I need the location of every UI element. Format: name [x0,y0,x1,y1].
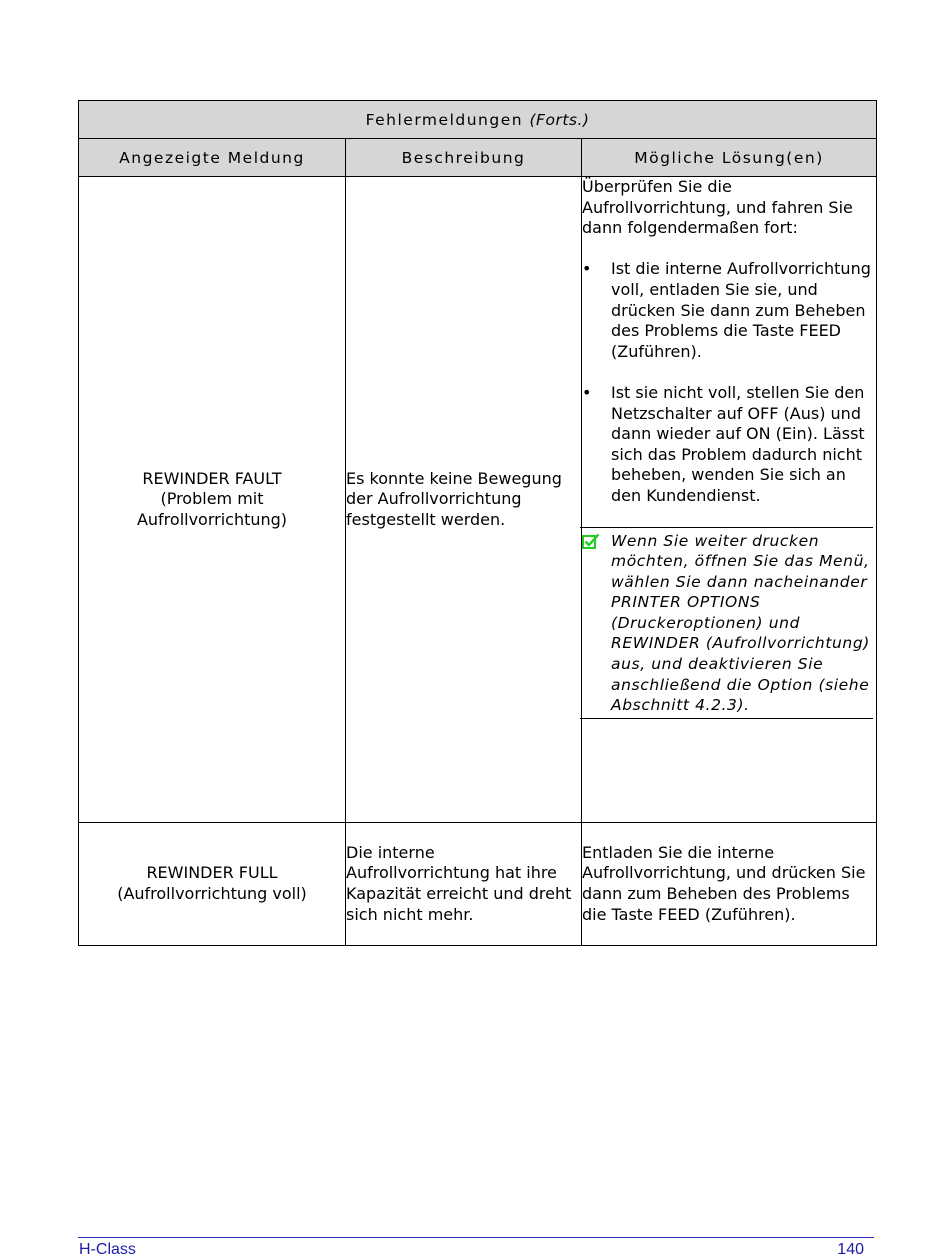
message-code: REWINDER FAULT [142,468,282,488]
table-title-text: Fehlermeldungen [365,110,524,129]
footer-product-name: H-Class [79,1241,136,1258]
footer-page-number: 140 [837,1241,864,1258]
column-header-message: Angezeigte Meldung [79,139,346,177]
description-cell: Die interne Aufrollvorrichtung hat ihre Kapazität erreicht und dreht sich nicht mehr. [346,823,582,946]
message-translation-line1: (Aufrollvorrichtung voll) [117,884,307,903]
table-row [79,177,877,823]
solution-cell: Entladen Sie die interne Aufrollvorrichtung, und drücken Sie dann zum Beheben des Problems die Taste FEED (Zuführen). [582,823,877,946]
solution-bullet-text: Ist sie nicht voll, stellen Sie den Netzschalter auf OFF (Aus) und dann wieder auf ON (Ein). Lässt sich das Problem dadurch nicht beheben, wenden Sie sich an den Kundendienst. [611,382,865,505]
table-row [79,823,877,946]
note-box [580,527,873,719]
error-messages-table [78,100,877,946]
column-header-solution: Mögliche Lösung(en) [582,139,877,177]
message-cell [79,823,346,946]
solution-bullet [582,259,876,362]
message-translation-line1: (Problem mit [160,489,264,509]
solution-cell [582,177,877,823]
solution-intro: Überprüfen Sie die Aufrollvorrichtung, und fahren Sie dann folgendermaßen fort: [582,177,853,238]
message-translation-line2: Aufrollvorrichtung) [136,509,288,529]
table-title [79,101,877,139]
bullet-dot-icon: • [582,382,592,402]
bullet-dot-icon: • [582,259,592,279]
description-cell: Es konnte keine Bewegung der Aufrollvorrichtung festgestellt werden. [346,177,582,823]
message-code: REWINDER FULL [146,863,278,883]
column-header-description: Beschreibung [346,139,582,177]
footer-divider [78,1237,874,1238]
note-text: Wenn Sie weiter drucken möchten, öffnen Sie das Menü, wählen Sie dann nacheinander PRINTER OPTIONS (Druckeroptionen) und REWINDER (Aufrollvorrichtung) aus, und deaktivieren Sie anschließend die Option (siehe Abschnitt 4.2.3). [611,531,870,715]
solution-bullet [582,383,876,507]
solution-bullet-text: Ist die interne Aufrollvorrichtung voll, entladen Sie sie, und drücken Sie dann zum Beheben des Problems die Taste FEED (Zuführen). [611,259,871,361]
message-cell [79,177,346,823]
table-title-suffix: (Forts.) [529,110,590,129]
checkbox-check-icon [582,533,600,549]
